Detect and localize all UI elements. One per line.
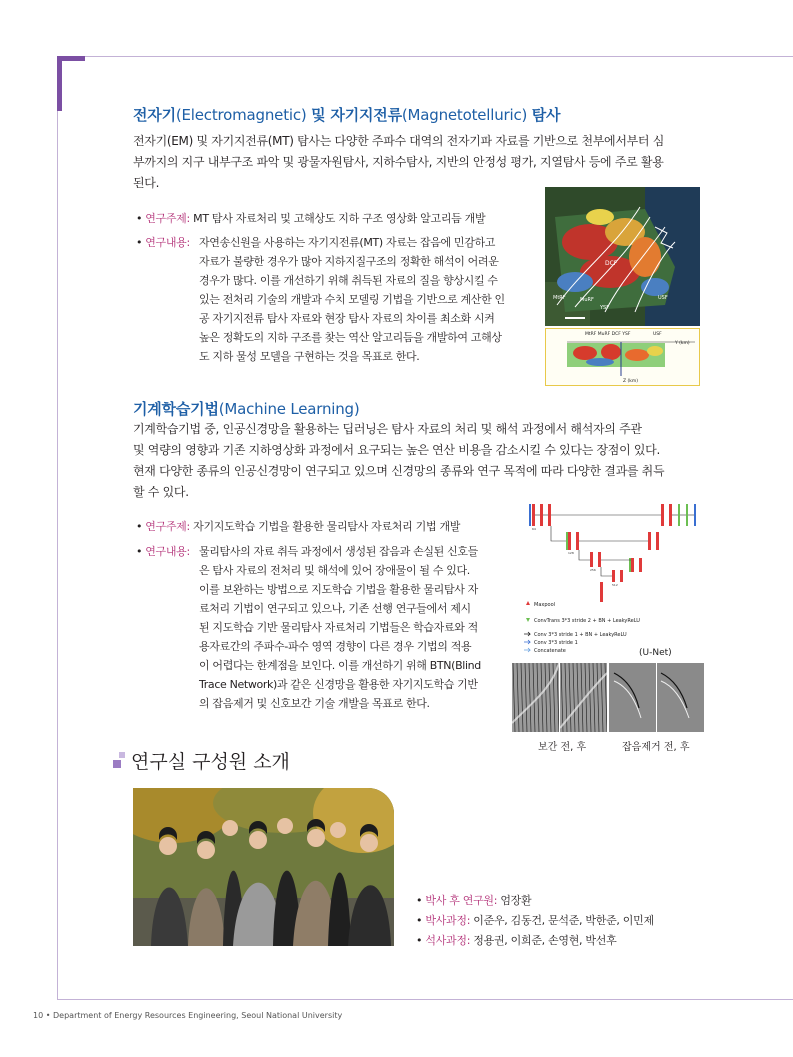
legend-maxpool: Maxpool [534,602,556,608]
section-z-axis-label: Z (km) [623,379,639,384]
page-footer: 10 • Department of Energy Resources Engineering, Seoul National University [33,1011,343,1020]
em-topic-text: MT 탐사 자료처리 및 고해상도 지하 구조 영상화 알고리듬 개발 [193,212,486,225]
phd-label: 박사과정: [425,914,471,927]
ml-content-label-row: • 연구내용: [136,545,190,558]
ml-section-heading: 기계학습기법(Machine Learning) [133,400,360,418]
corner-accent-bar-top [57,56,85,61]
interpolation-caption: 보간 전, 후 [538,742,587,753]
legend-concatenate: Concatenate [534,648,566,654]
ml-content-label: 연구내용: [145,545,190,558]
section-title-square-dark [113,760,121,768]
map-label-mtrf: MtRF [553,295,566,301]
ms-label: 석사과정: [425,934,471,947]
member-postdoc-line: • 박사 후 연구원: 엄장환 [416,894,532,907]
ml-topic-row: • 연구주제: 자기지도학습 기법을 활용한 물리탐사 자료처리 기법 개발 [136,520,461,533]
unet-label: (U-Net) [639,648,672,658]
section-y-axis-label: Y (km) [675,341,690,346]
ml-intro-paragraph: 기계학습기법 중, 인공신경망을 활용하는 딥러닝은 탐사 자료의 처리 및 해석 과정에서 해석자의 주관 및 역량의 영향과 기존 지하영상화 과정에서 요구되는 높은 연산 비용을 감소시킬 수 있다는 장점이 있다. 현재 다양한 종류의 인공신경망이 연구되고 있으며 신경망의 종류와 연구 목적에 따라 다양한 결과를 취득 할 수 있다. [133,422,665,499]
em-section-heading: 전자기(Electromagnetic) 및 자기지전류(Magnetotelluric) 탐사 [133,106,561,124]
ml-topic-label: 연구주제: [145,520,190,533]
members-section-title: 연구실 구성원 소개 [131,751,290,773]
em-topic-label: 연구주제: [145,212,190,225]
em-content-text: 자연송신원을 사용하는 자기지전류(MT) 자료는 잡음에 민감하고 자료가 불량한 경우가 많아 지하지질구조의 정확한 해석이 어려운 경우가 많다. 이를 개선하기 위해 취득된 자료의 질을 향상시킬 수 있는 전처리 기술의 개발과 수치 모델링 기법을 기반으로 계산한 인 공 자기지전류 탐사 자료와 현장 탐사 자료의 차이를 최소화 시켜 높은 정확도의 지하 구조를 찾는 역산 알고리듬을 개발하여 고해상 도 지하 물성 모델을 구현하는 것을 목표로 한다. [199,236,505,363]
svg-text:64: 64 [532,527,536,531]
section-label-usf: USF [653,332,662,337]
em-intro-paragraph: 전자기(EM) 및 자기지전류(MT) 탐사는 다양한 주파수 대역의 전자기파 자료를 기반으로 천부에서부터 심 부까지의 지구 내부구조 파악 및 광물자원탐사, 지하수탐사, 지반의 안정성 평가, 지열탐사 등에 주로 활용 된다. [133,134,664,190]
page-frame-bottom [57,999,793,1000]
department-name: Department of Energy Resources Engineering, Seoul National University [53,1011,343,1020]
map-label-dcf: DCF [605,260,618,267]
legend-conv-bn: Conv 3*3 stride 1 + BN + LeakyReLU [534,632,627,638]
page-frame-left [57,56,58,1000]
section-title-square-light [119,752,125,758]
page-frame-top [58,56,793,57]
legend-conv: Conv 3*3 stride 1 [534,640,578,646]
ms-names: 정용권, 이희준, 손영현, 박선후 [470,934,617,947]
interpolation-before-after-image [512,663,607,732]
map-label-murf: MuRF [580,297,594,303]
corner-accent-bar [57,56,62,111]
section-label-faults: MtRF MuRF DCF YSF [585,332,631,337]
phd-names: 이준우, 김동건, 문석준, 박한준, 이민제 [470,914,654,927]
svg-text:256: 256 [590,568,596,572]
mt-resistivity-map-figure [545,187,700,326]
member-phd-line: • 박사과정: 이준우, 김동건, 문석준, 박한준, 이민제 [416,914,654,927]
lab-group-photo [133,788,394,946]
page-number: 10 [33,1011,44,1020]
unet-architecture-diagram [521,500,706,660]
em-topic-row: • 연구주제: MT 탐사 자료처리 및 고해상도 지하 구조 영상화 알고리듬 개발 [136,212,486,225]
map-label-usf: USF [658,295,668,301]
postdoc-names: 엄장환 [497,894,532,907]
ml-content-text: 물리탐사의 자료 취득 과정에서 생성된 잡음과 손실된 신호들 은 탐사 자료의 전처리 및 해석에 있어 장애물이 될 수 있다. 이를 보완하는 방법으로 지도학습 기법을 활용한 물리탐사 자 료처리 기법이 연구되고 있으나, 기존 선행 연구들에서 제시 된 지도학습 기반 물리탐사 자료처리 기법들은 학습자료와 적 용자료간의 주파수-파수 영역 경향이 다른 경우 기법의 적용 이 어렵다는 한계점을 보인다. 이를 개선하기 위해 BTN(Blind Trace Network)과 같은 신경망을 활용한 자기지도학습 기반 의 잡음제거 및 신호보간 기술 개발을 목표로 한다. [199,545,481,710]
mt-cross-section-figure [545,328,700,386]
member-ms-line: • 석사과정: 정용권, 이희준, 손영현, 박선후 [416,934,617,947]
svg-text:512: 512 [612,583,618,587]
postdoc-label: 박사 후 연구원: [425,894,498,907]
svg-text:128: 128 [568,551,574,555]
denoising-before-after-image [609,663,704,732]
denoising-caption: 잡음제거 전, 후 [622,742,690,753]
ml-topic-text: 자기지도학습 기법을 활용한 물리탐사 자료처리 기법 개발 [193,520,461,533]
map-label-ysf: YSF [600,305,610,311]
em-content-label-row: • 연구내용: [136,236,190,249]
legend-convtrans: ConvTrans 3*3 stride 2 + BN + LeakyReLU [534,618,640,624]
em-content-label: 연구내용: [145,236,190,249]
